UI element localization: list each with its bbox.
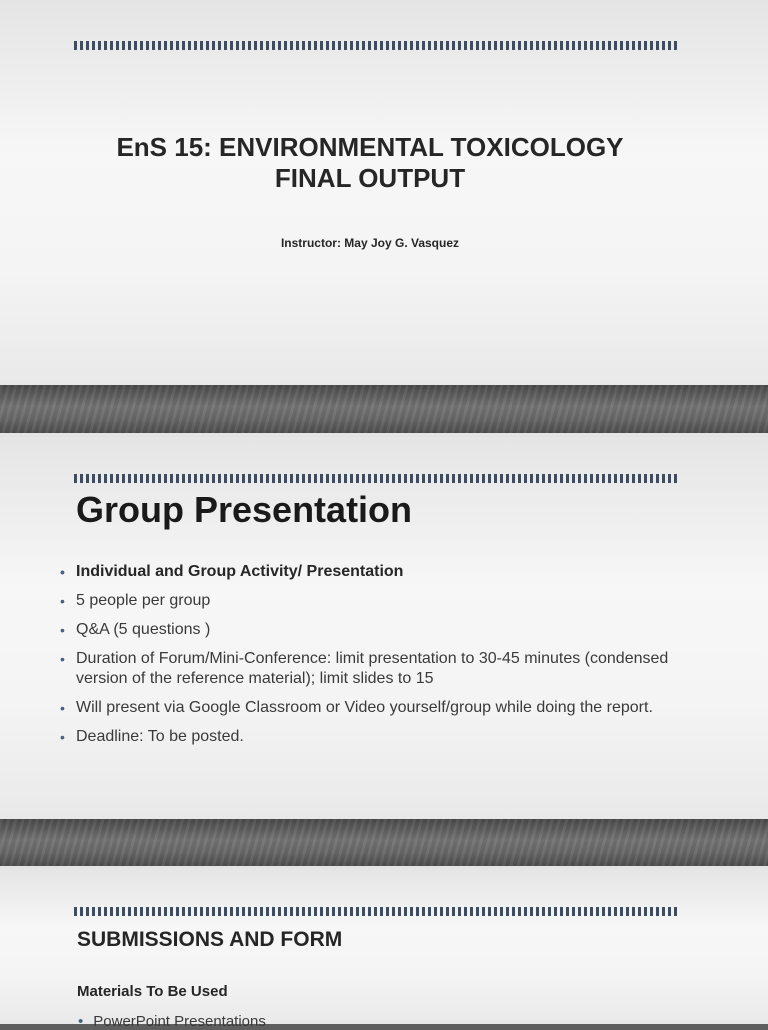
bullet-text: 5 people per group bbox=[76, 592, 211, 609]
bullet-text: Individual and Group Activity/ Presentation bbox=[76, 563, 404, 580]
bullet-text: Deadline: To be posted. bbox=[76, 728, 244, 745]
list-item bbox=[60, 727, 720, 747]
decorative-stripe bbox=[74, 41, 677, 50]
section-subheading: Materials To Be Used bbox=[77, 983, 228, 1000]
bullet-icon: • bbox=[60, 564, 65, 580]
title-line-1: EnS 15: ENVIRONMENTAL TOXICOLOGY bbox=[116, 132, 624, 162]
decorative-stripe bbox=[74, 474, 677, 483]
decorative-stripe bbox=[74, 907, 677, 916]
slide-divider-band bbox=[0, 385, 768, 433]
slide-title-heading bbox=[60, 132, 680, 194]
instructor-label: Instructor: May Joy G. Vasquez bbox=[280, 236, 460, 250]
slide-heading: SUBMISSIONS AND FORM bbox=[77, 928, 343, 951]
list-item bbox=[60, 698, 720, 718]
list-item bbox=[60, 620, 720, 640]
bullet-icon: • bbox=[60, 651, 65, 667]
list-item bbox=[60, 562, 720, 582]
bullet-icon: • bbox=[60, 593, 65, 609]
bullet-icon: • bbox=[60, 622, 65, 638]
bullet-text: Duration of Forum/Mini-Conference: limit presentation to 30-45 minutes (condensed version of the reference material); limit slides to 15 bbox=[76, 650, 669, 687]
bullet-list bbox=[60, 562, 720, 756]
bullet-icon: • bbox=[78, 1013, 84, 1030]
bullet-icon: • bbox=[60, 729, 65, 745]
slide-heading: Group Presentation bbox=[76, 489, 413, 530]
list-item bbox=[60, 649, 720, 689]
bullet-icon: • bbox=[60, 700, 65, 716]
list-item bbox=[78, 1013, 266, 1030]
bullet-text: PowerPoint Presentations bbox=[93, 1013, 266, 1030]
bullet-text: Will present via Google Classroom or Video yourself/group while doing the report. bbox=[76, 699, 653, 716]
title-line-2: FINAL OUTPUT bbox=[274, 163, 466, 193]
list-item bbox=[60, 591, 720, 611]
slide-divider-band bbox=[0, 819, 768, 866]
bullet-text: Q&A (5 questions ) bbox=[76, 621, 211, 638]
